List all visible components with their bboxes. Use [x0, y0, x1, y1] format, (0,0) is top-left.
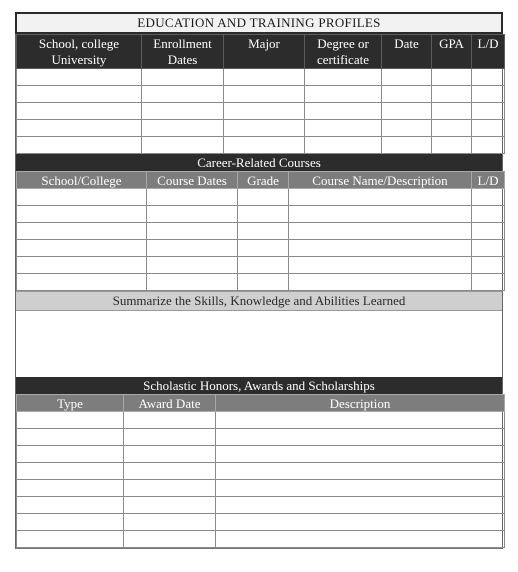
input-cell[interactable]: [238, 223, 289, 240]
input-cell[interactable]: [224, 103, 305, 120]
input-cell[interactable]: [142, 120, 224, 137]
table-row: [17, 446, 505, 463]
input-cell[interactable]: [432, 137, 472, 154]
table-row: [17, 240, 505, 257]
input-cell[interactable]: [238, 257, 289, 274]
input-cell[interactable]: [17, 120, 142, 137]
input-cell[interactable]: [147, 189, 238, 206]
input-cell[interactable]: [472, 257, 505, 274]
courses-table: [16, 171, 505, 291]
input-cell[interactable]: [124, 531, 216, 548]
summary-heading: Summarize the Skills, Knowledge and Abilities Learned: [16, 291, 502, 311]
input-cell[interactable]: [142, 86, 224, 103]
input-cell[interactable]: [147, 257, 238, 274]
input-cell[interactable]: [17, 274, 147, 291]
input-cell[interactable]: [124, 514, 216, 531]
col-date: Date: [382, 35, 432, 69]
table-row: [17, 69, 505, 86]
input-cell[interactable]: [216, 514, 505, 531]
input-cell[interactable]: [238, 206, 289, 223]
input-cell[interactable]: [382, 120, 432, 137]
input-cell[interactable]: [17, 137, 142, 154]
input-cell[interactable]: [147, 223, 238, 240]
input-cell[interactable]: [124, 412, 216, 429]
input-cell[interactable]: [124, 446, 216, 463]
input-cell[interactable]: [305, 86, 382, 103]
summary-text-area[interactable]: [16, 311, 502, 377]
col-course-name: Course Name/Description: [289, 172, 472, 189]
input-cell[interactable]: [472, 103, 505, 120]
input-cell[interactable]: [17, 531, 124, 548]
input-cell[interactable]: [289, 274, 472, 291]
input-cell[interactable]: [17, 480, 124, 497]
col-school: School, college University: [17, 35, 142, 69]
input-cell[interactable]: [472, 137, 505, 154]
input-cell[interactable]: [142, 103, 224, 120]
input-cell[interactable]: [216, 480, 505, 497]
col-degree: Degree or certificate: [305, 35, 382, 69]
input-cell[interactable]: [472, 86, 505, 103]
input-cell[interactable]: [147, 274, 238, 291]
table-row: [17, 514, 505, 531]
input-cell[interactable]: [472, 223, 505, 240]
input-cell[interactable]: [472, 274, 505, 291]
input-cell[interactable]: [432, 120, 472, 137]
input-cell[interactable]: [305, 137, 382, 154]
input-cell[interactable]: [224, 69, 305, 86]
table-row: [17, 86, 505, 103]
table-row: [17, 429, 505, 446]
input-cell[interactable]: [17, 257, 147, 274]
input-cell[interactable]: [305, 69, 382, 86]
honors-heading: Scholastic Honors, Awards and Scholarships: [16, 377, 502, 394]
input-cell[interactable]: [289, 240, 472, 257]
input-cell[interactable]: [17, 206, 147, 223]
input-cell[interactable]: [289, 223, 472, 240]
table-row: [17, 189, 505, 206]
table-row: [17, 480, 505, 497]
courses-heading: Career-Related Courses: [16, 154, 502, 171]
col-grade: Grade: [238, 172, 289, 189]
input-cell[interactable]: [472, 120, 505, 137]
col-major: Major: [224, 35, 305, 69]
input-cell[interactable]: [124, 463, 216, 480]
table-row: [17, 137, 505, 154]
col-award-date: Award Date: [124, 395, 216, 412]
col-school-college: School/College: [17, 172, 147, 189]
input-cell[interactable]: [289, 189, 472, 206]
education-header-row: [17, 35, 505, 69]
input-cell[interactable]: [224, 120, 305, 137]
input-cell[interactable]: [238, 189, 289, 206]
form-frame: [15, 12, 503, 549]
input-cell[interactable]: [17, 103, 142, 120]
input-cell[interactable]: [472, 206, 505, 223]
input-cell[interactable]: [17, 86, 142, 103]
honors-table: [16, 394, 505, 548]
input-cell[interactable]: [305, 120, 382, 137]
input-cell[interactable]: [432, 86, 472, 103]
input-cell[interactable]: [432, 103, 472, 120]
input-cell[interactable]: [238, 274, 289, 291]
form-title: EDUCATION AND TRAINING PROFILES: [15, 12, 503, 34]
table-row: [17, 120, 505, 137]
table-row: [17, 206, 505, 223]
input-cell[interactable]: [305, 103, 382, 120]
input-cell[interactable]: [289, 206, 472, 223]
col-enrollment-dates: Enrollment Dates: [142, 35, 224, 69]
input-cell[interactable]: [216, 497, 505, 514]
table-row: [17, 223, 505, 240]
col-type: Type: [17, 395, 124, 412]
input-cell[interactable]: [142, 69, 224, 86]
table-row: [17, 274, 505, 291]
input-cell[interactable]: [17, 446, 124, 463]
input-cell[interactable]: [124, 480, 216, 497]
input-cell[interactable]: [216, 429, 505, 446]
input-cell[interactable]: [142, 137, 224, 154]
education-table: [16, 34, 505, 154]
table-row: [17, 497, 505, 514]
table-row: [17, 412, 505, 429]
input-cell[interactable]: [17, 189, 147, 206]
input-cell[interactable]: [382, 137, 432, 154]
table-row: [17, 463, 505, 480]
input-cell[interactable]: [382, 86, 432, 103]
input-cell[interactable]: [17, 463, 124, 480]
input-cell[interactable]: [238, 240, 289, 257]
input-cell[interactable]: [124, 497, 216, 514]
input-cell[interactable]: [17, 412, 124, 429]
honors-header-row: [17, 395, 505, 412]
input-cell[interactable]: [289, 257, 472, 274]
input-cell[interactable]: [17, 429, 124, 446]
col-gpa: GPA: [432, 35, 472, 69]
input-cell[interactable]: [216, 463, 505, 480]
input-cell[interactable]: [472, 189, 505, 206]
input-cell[interactable]: [224, 86, 305, 103]
table-row: [17, 103, 505, 120]
input-cell[interactable]: [147, 206, 238, 223]
col-course-dates: Course Dates: [147, 172, 238, 189]
input-cell[interactable]: [147, 240, 238, 257]
input-cell[interactable]: [17, 69, 142, 86]
input-cell[interactable]: [17, 240, 147, 257]
input-cell[interactable]: [472, 240, 505, 257]
table-row: [17, 531, 505, 548]
input-cell[interactable]: [382, 103, 432, 120]
col-ld: L/D: [472, 172, 505, 189]
input-cell[interactable]: [224, 137, 305, 154]
col-ld: L/D: [472, 35, 505, 69]
input-cell[interactable]: [216, 412, 505, 429]
input-cell[interactable]: [216, 446, 505, 463]
courses-header-row: [17, 172, 505, 189]
input-cell[interactable]: [432, 69, 472, 86]
input-cell[interactable]: [17, 514, 124, 531]
input-cell[interactable]: [124, 429, 216, 446]
input-cell[interactable]: [216, 531, 505, 548]
input-cell[interactable]: [472, 69, 505, 86]
input-cell[interactable]: [17, 223, 147, 240]
col-description: Description: [216, 395, 505, 412]
table-row: [17, 257, 505, 274]
input-cell[interactable]: [17, 497, 124, 514]
input-cell[interactable]: [382, 69, 432, 86]
